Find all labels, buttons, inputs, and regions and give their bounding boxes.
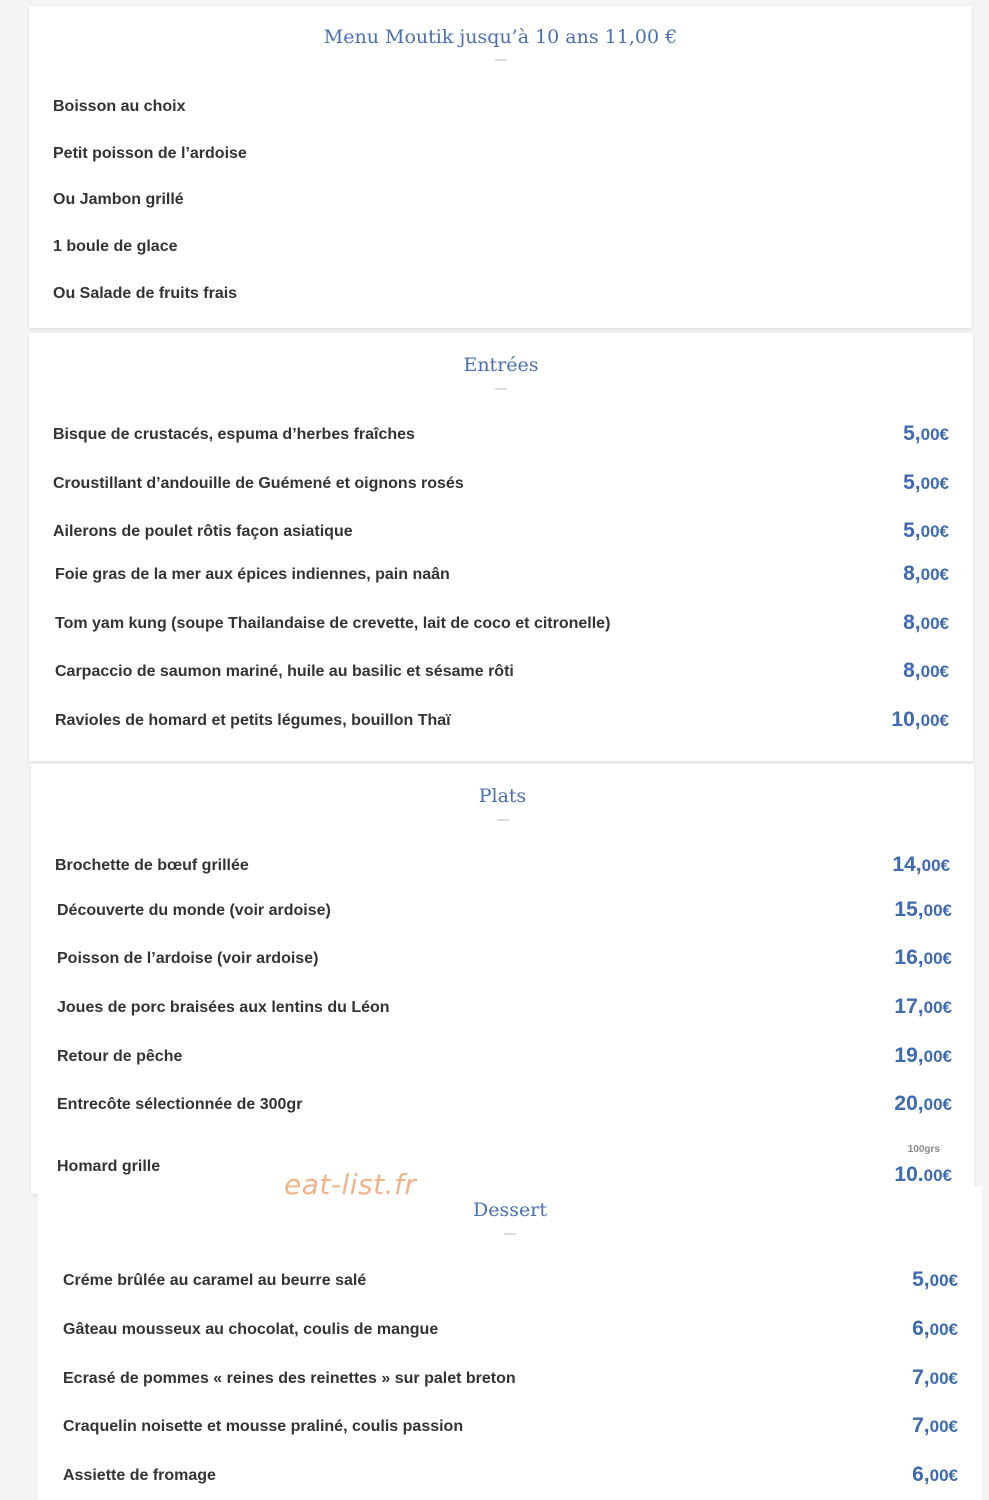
item-price: 10.00€ — [894, 1163, 952, 1186]
menu-item — [31, 1044, 974, 1072]
price-weight-note: 100grs — [907, 1144, 940, 1155]
item-name: Petit poisson de l’ardoise — [53, 145, 247, 162]
item-name: Bisque de crustacés, espuma d’herbes fraîches — [53, 426, 415, 443]
item-price: 14,00€ — [892, 853, 950, 876]
item-price: 5,00€ — [912, 1268, 958, 1291]
item-name: Ravioles de homard et petits légumes, bouillon Thaï — [55, 712, 451, 729]
item-name: Tom yam kung (soupe Thailandaise de crevette, lait de coco et citronelle) — [55, 615, 611, 632]
menu-item — [29, 141, 972, 169]
menu-item — [29, 519, 973, 547]
item-price: 6,00€ — [912, 1317, 958, 1340]
item-price: 20,00€ — [894, 1092, 952, 1115]
item-name: Entrecôte sélectionnée de 300gr — [57, 1096, 303, 1113]
item-price: 5,00€ — [903, 471, 949, 494]
item-name: Ailerons de poulet rôtis façon asiatique — [53, 523, 353, 540]
plats-title: Plats — [478, 785, 527, 807]
menu-item — [31, 1092, 974, 1120]
menu-item — [29, 562, 973, 590]
item-name: Craquelin noisette et mousse praliné, coulis passion — [63, 1418, 464, 1435]
menu-item — [29, 422, 973, 450]
item-name: Joues de porc braisées aux lentins du Léon — [57, 999, 390, 1016]
item-name: Poisson de l’ardoise (voir ardoise) — [57, 950, 319, 967]
item-name: Assiette de fromage — [63, 1467, 216, 1484]
entrees-card — [29, 333, 973, 761]
menu-item — [31, 853, 974, 881]
menu-item — [31, 898, 974, 926]
kids-menu-card — [29, 6, 972, 328]
item-name: Carpaccio de saumon mariné, huile au basilic et sésame rôti — [55, 663, 514, 680]
dessert-card — [38, 1186, 982, 1500]
plats-card — [31, 764, 974, 1194]
menu-item — [38, 1414, 982, 1442]
item-name: Homard grille — [57, 1158, 161, 1175]
menu-item — [29, 281, 972, 309]
menu-item — [29, 659, 973, 687]
item-name: 1 boule de glace — [53, 238, 178, 255]
item-price: 8,00€ — [903, 562, 949, 585]
menu-item — [29, 234, 972, 262]
menu-item — [38, 1317, 982, 1345]
menu-item — [38, 1463, 982, 1491]
item-name: Gâteau mousseux au chocolat, coulis de mangue — [63, 1321, 439, 1338]
watermark-text: eat-list.fr — [284, 1168, 417, 1201]
item-name: Croustillant d’andouille de Guémené et oignons rosés — [53, 475, 464, 492]
item-price: 8,00€ — [903, 659, 949, 682]
item-price: 19,00€ — [894, 1044, 952, 1067]
title-divider — [497, 819, 509, 821]
item-name: Boisson au choix — [53, 98, 186, 115]
item-price: 17,00€ — [894, 995, 952, 1018]
item-name: Foie gras de la mer aux épices indiennes, pain naân — [55, 566, 450, 583]
item-name: Créme brûlée au caramel au beurre salé — [63, 1272, 367, 1289]
title-divider — [504, 1233, 516, 1235]
title-divider — [495, 59, 507, 61]
item-price: 7,00€ — [912, 1366, 958, 1389]
kids-menu-title: Menu Moutik jusqu’à 10 ans 11,00 € — [323, 26, 678, 48]
menu-item — [38, 1366, 982, 1394]
item-price: 8,00€ — [903, 611, 949, 634]
item-name: Ou Salade de fruits frais — [53, 285, 238, 302]
menu-item — [29, 611, 973, 639]
item-price: 5,00€ — [903, 519, 949, 542]
dessert-title: Dessert — [473, 1199, 547, 1221]
item-name: Ecrasé de pommes « reines des reinettes » sur palet breton — [63, 1370, 516, 1387]
item-price: 10,00€ — [891, 708, 949, 731]
item-name: Ou Jambon grillé — [53, 191, 184, 208]
title-divider — [495, 388, 507, 390]
item-price: 7,00€ — [912, 1414, 958, 1437]
entrees-title: Entrées — [463, 354, 539, 376]
item-price: 16,00€ — [894, 946, 952, 969]
menu-item — [38, 1268, 982, 1296]
item-price: 5,00€ — [903, 422, 949, 445]
menu-item — [29, 187, 972, 215]
menu-item — [29, 471, 973, 499]
item-name: Brochette de bœuf grillée — [55, 857, 249, 874]
menu-item — [29, 708, 973, 736]
menu-item — [31, 946, 974, 974]
item-name: Découverte du monde (voir ardoise) — [57, 902, 331, 919]
item-name: Retour de pêche — [57, 1048, 183, 1065]
item-price: 15,00€ — [894, 898, 952, 921]
menu-item — [31, 995, 974, 1023]
menu-item — [29, 94, 972, 122]
item-price: 6,00€ — [912, 1463, 958, 1486]
